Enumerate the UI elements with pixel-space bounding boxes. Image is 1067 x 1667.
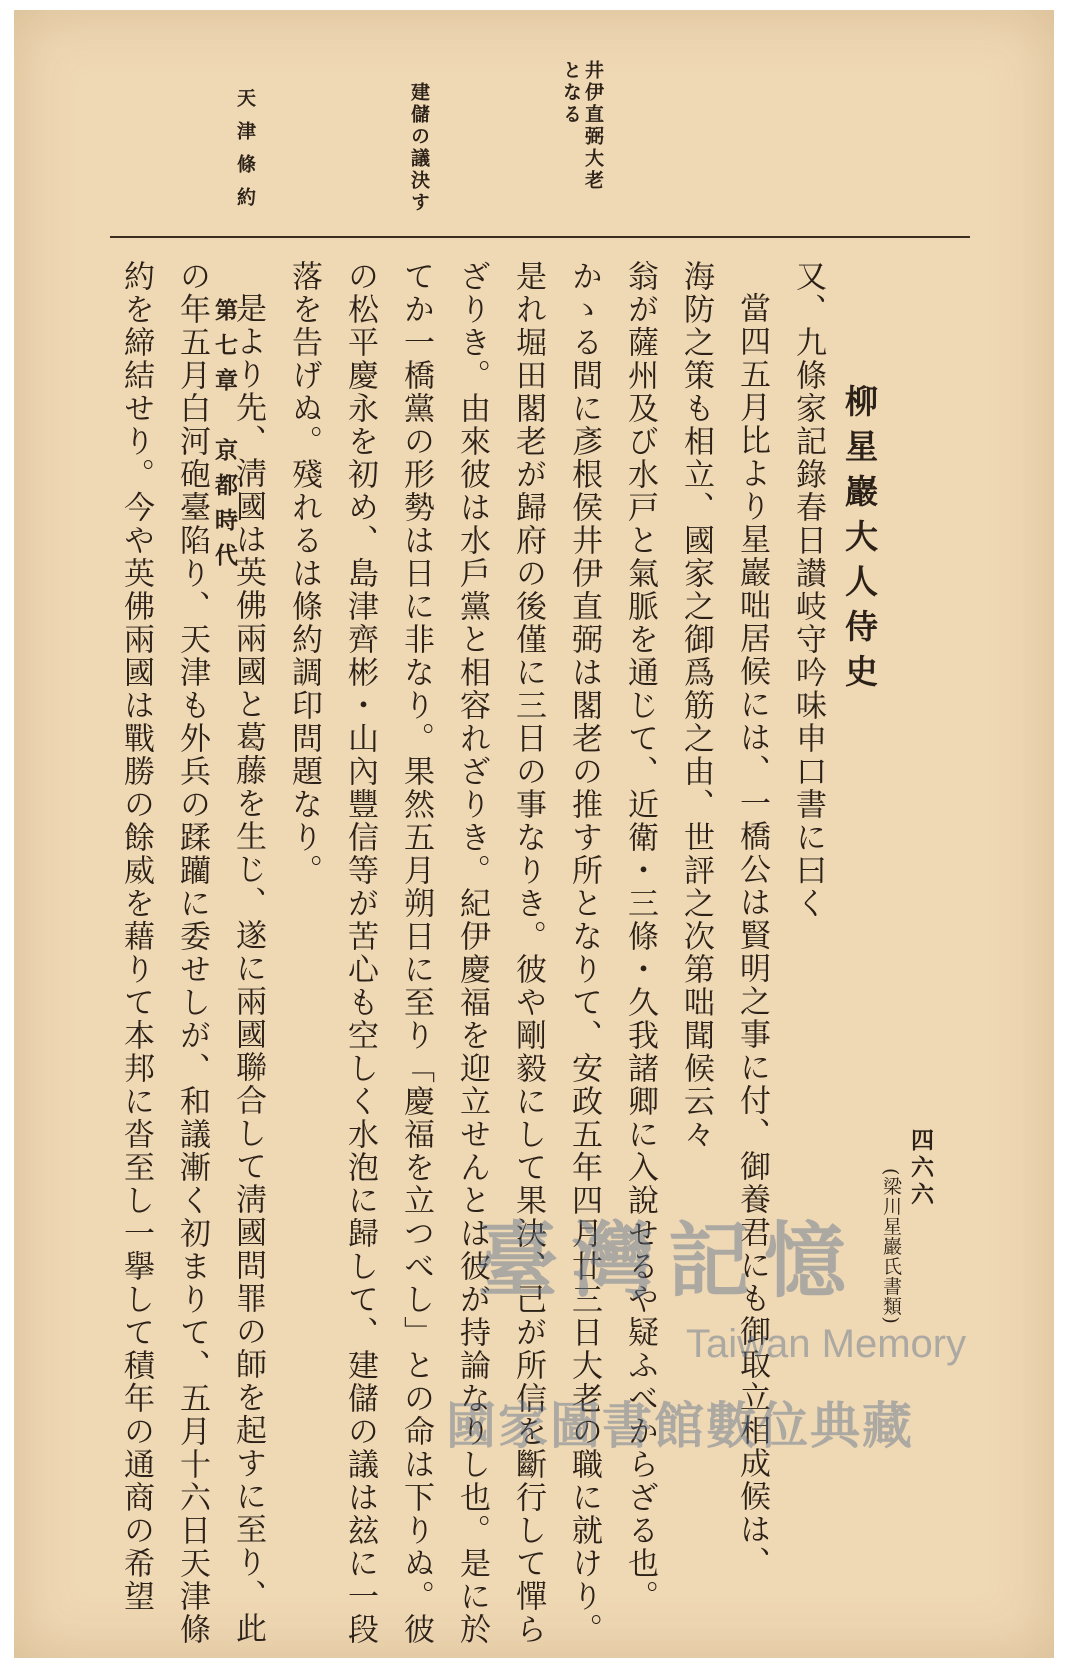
body-column-7: ざりき。由來彼は水戶黨と相容れざりき。紀伊慶福を迎立せんとは彼が持論なりし也。是に於 <box>454 260 490 1646</box>
body-column-2: 當四五月比より星巖咄居候には、一橋公は賢明之事に付、御養君にも御取立相成候は、 <box>734 292 770 1579</box>
body-column-5: かゝる間に彥根侯井伊直弼は閣老の推す所となりて、安政五年四月廿三日大老の職に就けり。 <box>566 260 602 1646</box>
watermark-subtitle: 國家圖書館數位典藏 <box>446 1398 914 1454</box>
margin-note-ii-tairou: 井伊直弼大老 となる <box>560 60 604 192</box>
body-column-10: 落を告げぬ。殘れるは條約調印問題なり。 <box>286 260 322 887</box>
body-column-12: の年五月白河砲臺陷り、天津も外兵の蹂躪に委せしが、和議漸く初まりて、五月十六日天津條 <box>174 260 210 1646</box>
body-column-13: 約を締結せり。今や英佛兩國は戰勝の餘威を藉りて本邦に沓至し一擧して積年の通商の希望 <box>118 260 154 1613</box>
body-column-11: 是より先、淸國は英佛兩國と葛藤を生じ、遂に兩國聯合して淸國問罪の師を起すに至り、此 <box>230 292 266 1645</box>
body-column-8: てか一橋黨の形勢は日に非なり。果然五月朔日に至り「慶福を立つべし」との命は下りぬ。彼 <box>398 260 434 1646</box>
margin-note-kencho: 建儲の議決す <box>408 82 430 214</box>
letter-title: 柳星巖大人侍史 <box>840 384 879 699</box>
watermark-english: Taiwan Memory <box>686 1322 967 1366</box>
body-column-9: の松平慶永を初め、島津齊彬・山內豐信等が苦心も空しく水泡に歸して、建儲の議は玆に一段 <box>342 260 378 1646</box>
chapter-header: 第七章 京都時代 <box>211 298 238 578</box>
body-column-4: 翁が薩州及び水戸と氣脈を通じて、近衛・三條・久我諸卿に入說せるや疑ふべからざる也。 <box>622 260 658 1613</box>
body-column-3: 海防之策も相立、國家之御爲筋之由、世評之次第咄聞候云々 <box>678 260 714 1151</box>
header-rule <box>110 236 970 238</box>
body-column-6: 是れ堀田閣老が歸府の後僅に三日の事なりき。彼や剛毅にして果決、己が所信を斷行して憚ら <box>510 260 546 1646</box>
page-number: 四六六 <box>907 1128 934 1209</box>
source-note: (梁川星巖氏書類) <box>880 1168 902 1325</box>
margin-note-tenshin-jouyaku: 天津條約 <box>234 88 256 220</box>
watermark-logo: 臺灣記憶 <box>476 1213 861 1309</box>
body-column-1: 又、九條家記錄春日讃岐守吟味申口書に曰く <box>790 260 826 920</box>
document-page <box>14 10 1054 1658</box>
